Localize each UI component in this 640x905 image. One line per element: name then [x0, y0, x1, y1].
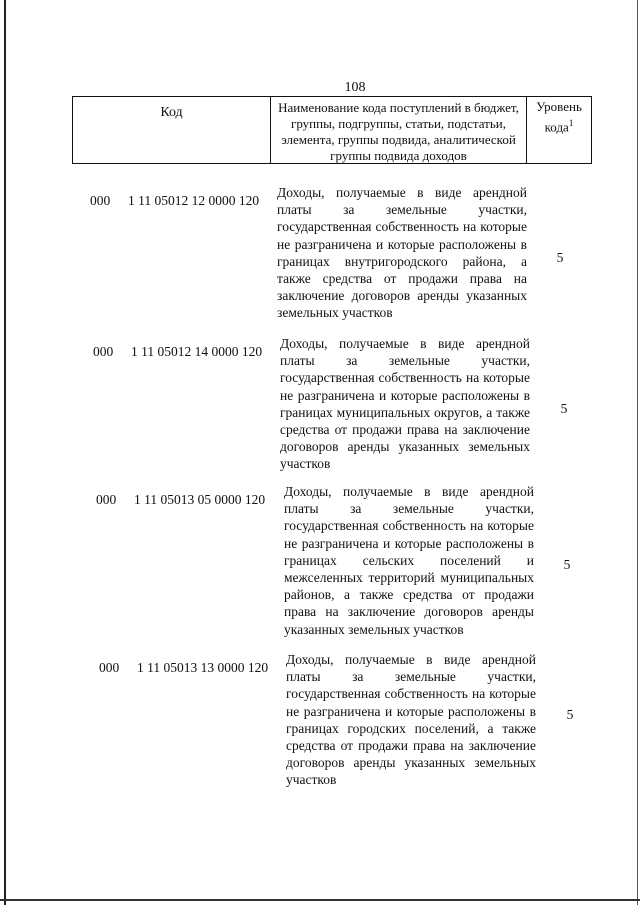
row-description: Доходы, получаемые в виде арендной платы за земельные участки, государственная собственность на которые не разграничена и которые расположены в границах внутригородского района, а также средства от продажи права на заключение договоров аренды указанных земельных участков [277, 185, 527, 321]
row-income-code: 1 11 05012 14 0000 120 [131, 344, 263, 359]
table-header [72, 96, 592, 164]
scan-edge-left [4, 0, 6, 905]
row-description: Доходы, получаемые в виде арендной платы за земельные участки, государственная собственность на которые не разграничена и которые расположены в границах муниципальных округов, а также средства от продажи права на заключение договоров аренды указанных земельных участков [280, 336, 530, 472]
row-income-code: 1 11 05013 05 0000 120 [134, 492, 266, 507]
row-income-code: 1 11 05012 12 0000 120 [128, 193, 260, 208]
row-admin-code: 000 [96, 492, 117, 507]
row-admin-code: 000 [93, 344, 114, 359]
row-description: Доходы, получаемые в виде арендной платы за земельные участки, государственная собственность на которые не разграничена и которые расположены в границах городских поселений, а также средства от продажи права на заключение договоров аренды указанных земельных участков [286, 652, 536, 788]
header-level-label: Уровень кода [536, 99, 582, 135]
header-level [527, 97, 591, 163]
row-level: 5 [556, 250, 564, 265]
row-level: 5 [560, 401, 568, 416]
row-income-code: 1 11 05013 13 0000 120 [137, 660, 269, 675]
row-level: 5 [566, 707, 574, 722]
header-name: Наименование кода поступлений в бюджет, группы, подгруппы, статьи, подстатьи, элемента, группы подвида, аналитической группы подвида доходов [271, 97, 527, 163]
row-description: Доходы, получаемые в виде арендной платы за земельные участки, государственная собственность на которые не разграничена и которые расположены в границах сельских поселений и межселенных территорий муниципальных районов, а также средства от продажи права на заключение договоров аренды указанных земельных участков [284, 484, 534, 637]
scan-edge-bottom [0, 899, 640, 901]
header-code: Код [73, 97, 271, 163]
page-number: 108 [344, 80, 366, 95]
scan-edge-right [637, 0, 638, 905]
row-admin-code: 000 [99, 660, 120, 675]
row-level: 5 [563, 557, 571, 572]
row-admin-code: 000 [90, 193, 111, 208]
header-level-footnote: 1 [568, 118, 574, 128]
